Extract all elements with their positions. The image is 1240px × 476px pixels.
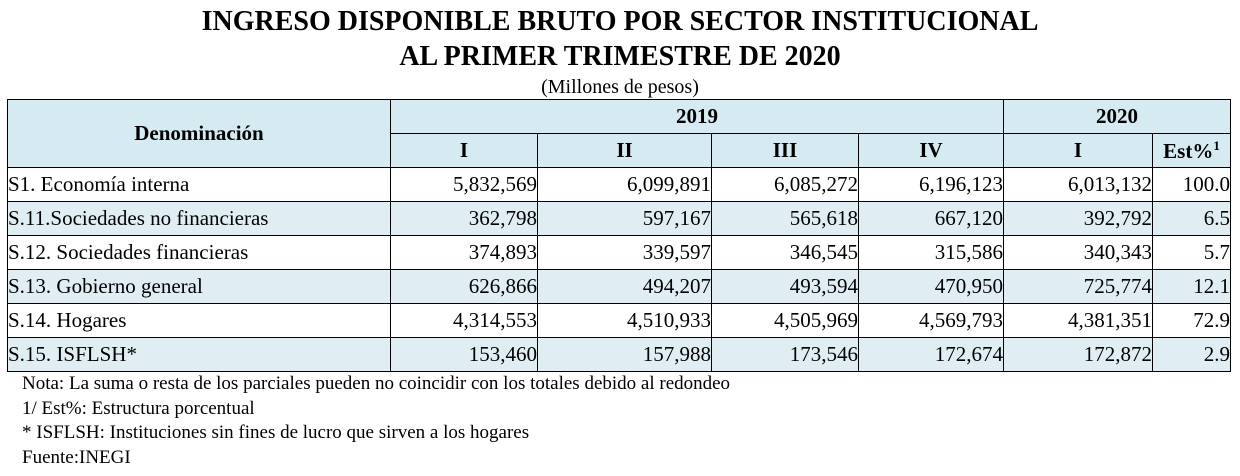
header-year-2020: 2020	[1004, 100, 1231, 134]
cell-2019-q1: 153,460	[391, 338, 538, 372]
table-row	[8, 270, 1231, 304]
cell-2019-q3: 346,545	[712, 236, 859, 270]
row-label: S.12. Sociedades financieras	[8, 236, 391, 270]
table-row	[8, 202, 1231, 236]
cell-2020-q1: 6,013,132	[1004, 168, 1153, 202]
note-est-definition: 1/ Est%: Estructura porcentual	[22, 397, 255, 419]
cell-2019-q3: 173,546	[712, 338, 859, 372]
row-label: S.13. Gobierno general	[8, 270, 391, 304]
cell-2019-q4: 667,120	[859, 202, 1004, 236]
header-year-2019: 2019	[391, 100, 1004, 134]
row-label: S.15. ISFLSH*	[8, 338, 391, 372]
note-rounding: Nota: La suma o resta de los parciales pueden no coincidir con los totales debido al redondeo	[22, 373, 731, 394]
cell-est-percent: 6.5	[1153, 202, 1231, 236]
cell-2019-q4: 172,674	[859, 338, 1004, 372]
cell-est-percent: 12.1	[1153, 270, 1231, 304]
cell-est-percent: 100.0	[1153, 168, 1231, 202]
table-row	[8, 168, 1231, 202]
cell-2019-q4: 470,950	[859, 270, 1004, 304]
cell-2020-q1: 392,792	[1004, 202, 1153, 236]
cell-2019-q2: 6,099,891	[538, 168, 712, 202]
cell-2019-q2: 4,510,933	[538, 304, 712, 338]
note-isflsh-definition: * ISFLSH: Instituciones sin fines de lucro que sirven a los hogares	[22, 422, 530, 443]
row-label: S1. Economía interna	[8, 168, 391, 202]
cell-est-percent: 5.7	[1153, 236, 1231, 270]
cell-2019-q3: 4,505,969	[712, 304, 859, 338]
cell-2019-q3: 493,594	[712, 270, 859, 304]
footnotes	[22, 372, 730, 470]
cell-2019-q2: 339,597	[538, 236, 712, 270]
est-footnote-marker: 1	[1213, 137, 1220, 153]
cell-2019-q3: 565,618	[712, 202, 859, 236]
table-row	[8, 304, 1231, 338]
cell-2019-q1: 362,798	[391, 202, 538, 236]
cell-2019-q1: 374,893	[391, 236, 538, 270]
cell-2019-q4: 4,569,793	[859, 304, 1004, 338]
header-denominacion: Denominación	[8, 100, 391, 168]
header-2019-q2: II	[538, 134, 712, 168]
row-label: S.11.Sociedades no financieras	[8, 202, 391, 236]
cell-2019-q1: 626,866	[391, 270, 538, 304]
page-subtitle: (Millones de pesos)	[541, 76, 699, 98]
cell-2019-q4: 6,196,123	[859, 168, 1004, 202]
row-label: S.14. Hogares	[8, 304, 391, 338]
cell-est-percent: 72.9	[1153, 304, 1231, 338]
header-2019-q4: IV	[859, 134, 1004, 168]
cell-2019-q3: 6,085,272	[712, 168, 859, 202]
cell-2019-q1: 5,832,569	[391, 168, 538, 202]
cell-2020-q1: 725,774	[1004, 270, 1153, 304]
cell-2019-q1: 4,314,553	[391, 304, 538, 338]
est-header-label: Est%	[1163, 138, 1214, 163]
table-row	[8, 338, 1231, 372]
cell-est-percent: 2.9	[1153, 338, 1231, 372]
note-source: Fuente:INEGI	[22, 446, 131, 468]
cell-2019-q2: 157,988	[538, 338, 712, 372]
income-table	[7, 99, 1231, 372]
header-2019-q3: III	[712, 134, 859, 168]
cell-2019-q2: 494,207	[538, 270, 712, 304]
header-2020-q1: I	[1004, 134, 1153, 168]
page-title-line2: AL PRIMER TRIMESTRE DE 2020	[399, 41, 841, 72]
cell-2019-q4: 315,586	[859, 236, 1004, 270]
cell-2020-q1: 172,872	[1004, 338, 1153, 372]
table-row	[8, 236, 1231, 270]
cell-2019-q2: 597,167	[538, 202, 712, 236]
header-2019-q1: I	[391, 134, 538, 168]
cell-2020-q1: 340,343	[1004, 236, 1153, 270]
header-est-percent	[1153, 134, 1231, 168]
cell-2020-q1: 4,381,351	[1004, 304, 1153, 338]
page-title: INGRESO DISPONIBLE BRUTO POR SECTOR INSTITUCIONAL	[201, 6, 1039, 37]
